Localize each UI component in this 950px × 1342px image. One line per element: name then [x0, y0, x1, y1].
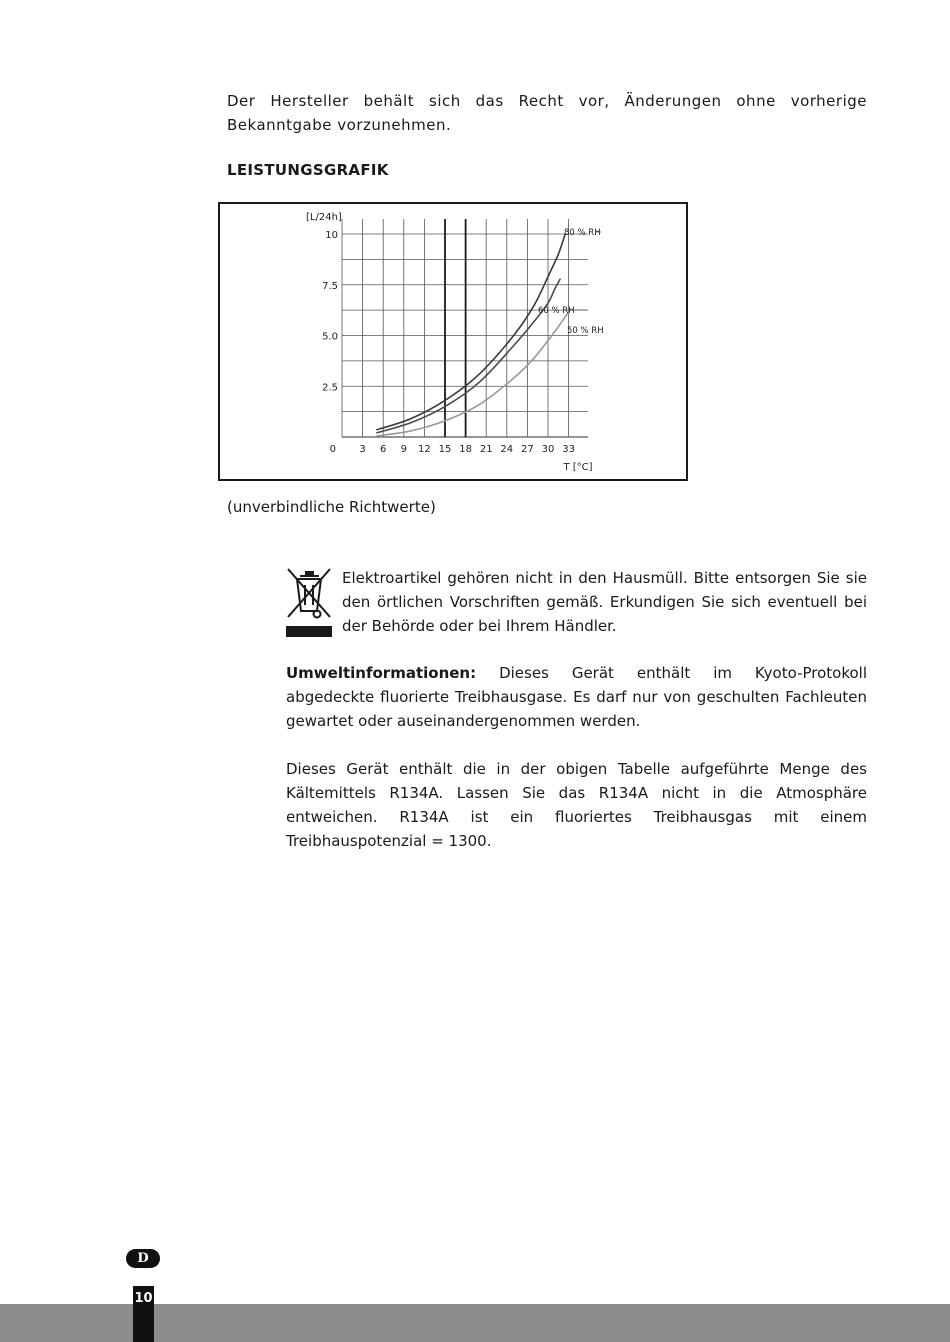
x-tick-label: 9 — [400, 444, 407, 455]
x-tick-label: 27 — [521, 444, 534, 455]
series-line-50-rh — [376, 309, 570, 436]
x-tick-label: 24 — [500, 444, 514, 455]
y-tick-label: 5.0 — [322, 331, 338, 343]
y-tick-label: 7.5 — [322, 280, 338, 292]
x-tick-label: 18 — [459, 444, 472, 455]
refrigerant-paragraph: Dieses Gerät enthält die in der obigen Tabelle aufgeführte Menge des Kältemittels R134A. Lassen Sie das R134A nicht in die Atmosphäre entweichen. R134A ist ein fluoriertes Treibhausgas mit einem Treibhauspotenzial = 1300. — [286, 760, 867, 850]
x-tick-label: 21 — [479, 444, 493, 455]
y-axis-label: [L/24h] — [306, 212, 342, 223]
x-tick-label: 3 — [359, 444, 366, 455]
x-tick-label: 6 — [380, 444, 387, 455]
chart-caption: (unverbindliche Richtwerte) — [227, 498, 436, 516]
series-label: 60 % RH — [538, 306, 575, 316]
y-tick-label: 0 — [329, 444, 336, 455]
chart-canvas — [220, 204, 686, 479]
crossed-out-wheelie-bin-icon — [286, 567, 332, 637]
language-badge: D — [126, 1249, 160, 1268]
x-tick-label: 12 — [418, 444, 431, 455]
y-tick-label: 10 — [325, 230, 338, 241]
x-tick-label: 33 — [562, 444, 575, 455]
x-tick-label: 15 — [438, 444, 452, 455]
series-line-80-rh — [376, 234, 565, 430]
intro-paragraph: Der Hersteller behält sich das Recht vor, Änderungen ohne vorherige Bekanntgabe vorzunehmen. — [227, 92, 867, 134]
x-axis-label: T [°C] — [563, 462, 593, 473]
section-heading: LEISTUNGSGRAFIK — [227, 161, 389, 179]
y-tick-label: 2.5 — [322, 382, 338, 394]
performance-chart — [218, 202, 688, 481]
series-label: 80 % RH — [564, 228, 601, 238]
series-label: 50 % RH — [567, 326, 604, 336]
page-number: 10 — [133, 1286, 154, 1342]
environment-info-label: Umweltinformationen: — [286, 664, 477, 682]
environment-info-text: Dieses Gerät enthält im Kyoto-Protokoll abgedeckte fluorierte Treibhausgase. Es darf nur von geschulten Fachleuten gewartet oder auseinandergenommen werden. — [286, 664, 867, 730]
weee-disposal-notice: Elektroartikel gehören nicht in den Hausmüll. Bitte entsorgen Sie sie den örtlichen Vorschriften gemäß. Erkundigen Sie sich eventuell bei der Behörde oder bei Ihrem Händler. — [342, 569, 867, 635]
x-tick-label: 30 — [541, 444, 555, 455]
environment-info-paragraph — [286, 661, 867, 733]
